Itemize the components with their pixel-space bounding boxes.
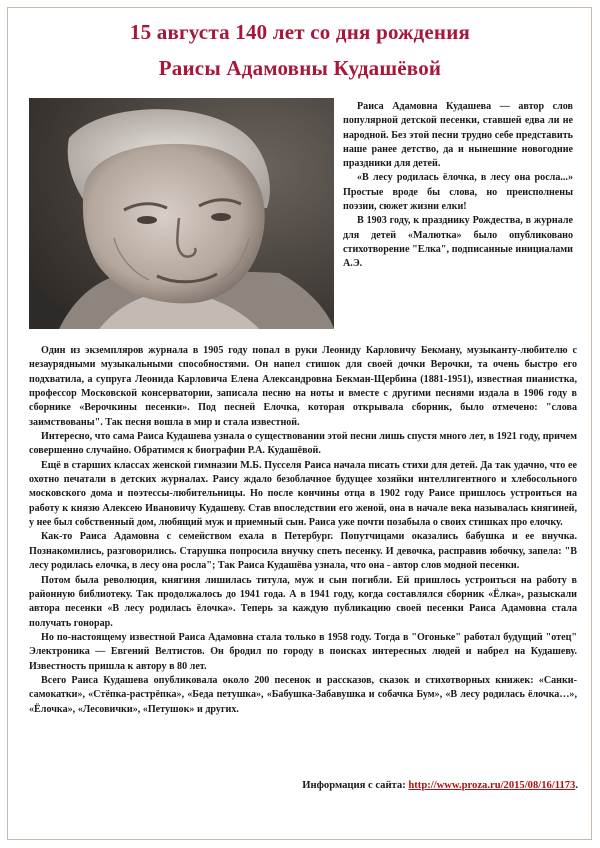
body-paragraph: Потом была революция, княгиня лишилась титула, муж и сын погибли. Ей пришлось устроиться на работу в районную библиотеку. Так продолжалось до 1941 года. А в 1941 году, когда составлялся сборник «Ёлка», разыскали автора песенки «В лесу родилась ёлочка». Теперь за каждую публикацию своей песенки Раиса Адамовна стала получать гонорар. [29, 574, 577, 629]
source-line [302, 780, 578, 791]
article-body [29, 344, 577, 717]
intro-column [343, 100, 573, 272]
body-paragraph: Всего Раиса Кудашева опубликовала около 200 песенок и рассказов, сказок и стихотворных книжек: «Санки-самокатки», «Стёпка-растрёпка», «Беда петушка», «Бабушка-Забавушка и собачка Бум», «В лесу родилась ёлочка…», «Ёлочка», «Лесовички», «Петушок» и других. [29, 674, 577, 715]
title-line-2: Раисы Адамовны Кудашёвой [158, 56, 442, 80]
source-tail: . [575, 780, 578, 791]
body-paragraph: Но по-настоящему известной Раиса Адамовна стала только в 1958 году. Тогда в "Огоньке" работал будущий "отец" Электроника — Евгений Велтистов. Он бродил по городу в поисках интересных людей и набрел на Кудашеву. Известность пришла к автору в 80 лет. [29, 631, 577, 672]
body-paragraph: Как-то Раиса Адамовна с семейством ехала в Петербург. Попутчицами оказались бабушка и ее внучка. Познакомились, разговорились. Старушка попросила внучку спеть песенку. И девочка, расправив юбочку, запела: "В лесу родилась елочка, в лесу она росла"; Так Раиса Кудашёва узнала, что она - автор слов модной песенки. [29, 531, 577, 572]
title-line-1: 15 августа 140 лет со дня рождения [129, 20, 471, 44]
intro-paragraph: Раиса Адамовна Кудашева — автор слов популярной детской песенки, ставшей едва ли не народной. Без этой песни трудно себе представить наше ранее детство, да и нынешние новогодние праздники для детей. [343, 101, 573, 170]
body-paragraph: Интересно, что сама Раиса Кудашева узнала о существовании этой песни лишь спустя много лет, в 1921 году, причем совершенно случайно. Обратимся к биографии Р.А. Кудашёвой. [29, 431, 577, 457]
portrait-illustration [29, 98, 334, 329]
body-paragraph: Ещё в старших классах женской гимназии М.Б. Пусселя Раиса начала писать стихи для детей. Да так удачно, что ее охотно печатали в детских журналах. Раису ждало безоблачное будущее хозяйки интеллигентного и хлебосольного московского дома и поэтессы-любительницы. Но после кончины отца в 1902 году Раисе пришлось устроиться на работу к князю Алексею Ивановичу Кудашеву. Став впоследствии его женой, она в начале века называлась княгиней, у нее был собственный дом, любящий муж и приемный сын. Раиса уже почти позабыла о своих стишках про елочку. [29, 459, 577, 529]
intro-paragraph: «В лесу родилась ёлочка, в лесу она росла...» Простые вроде бы слова, но преисполнены поэзии, сюжет жизни елки! [343, 172, 573, 213]
portrait-photo [29, 98, 334, 329]
source-link[interactable]: http://www.proza.ru/2015/08/16/1173 [408, 780, 576, 791]
intro-paragraph: В 1903 году, к празднику Рождества, в журнале для детей «Малютка» было опубликовано стихотворение "Елка", подписанные инициалами А.Э. [343, 215, 573, 270]
source-label: Информация с сайта: [302, 780, 409, 791]
body-paragraph: Один из экземпляров журнала в 1905 году попал в руки Леониду Карловичу Бекману, музыканту-любителю с незаурядными музыкальными способностями. Он напел стишок для своей дочки Верочки, та очень быстро его подхватила, а супруга Леонида Карловича Елена Александровна Бекман-Щербина (1881-1951), известная пианистка, профессор Московской консерватории, записала песню на ноты и вместе с другими песнями издала в 1906 году в сборнике «Верочкины песенки». Под песней Елочка, которая открывала сборник, было отмечено: "слова заимствованы". Так песня вошла в мир и стала известной. [29, 345, 577, 428]
